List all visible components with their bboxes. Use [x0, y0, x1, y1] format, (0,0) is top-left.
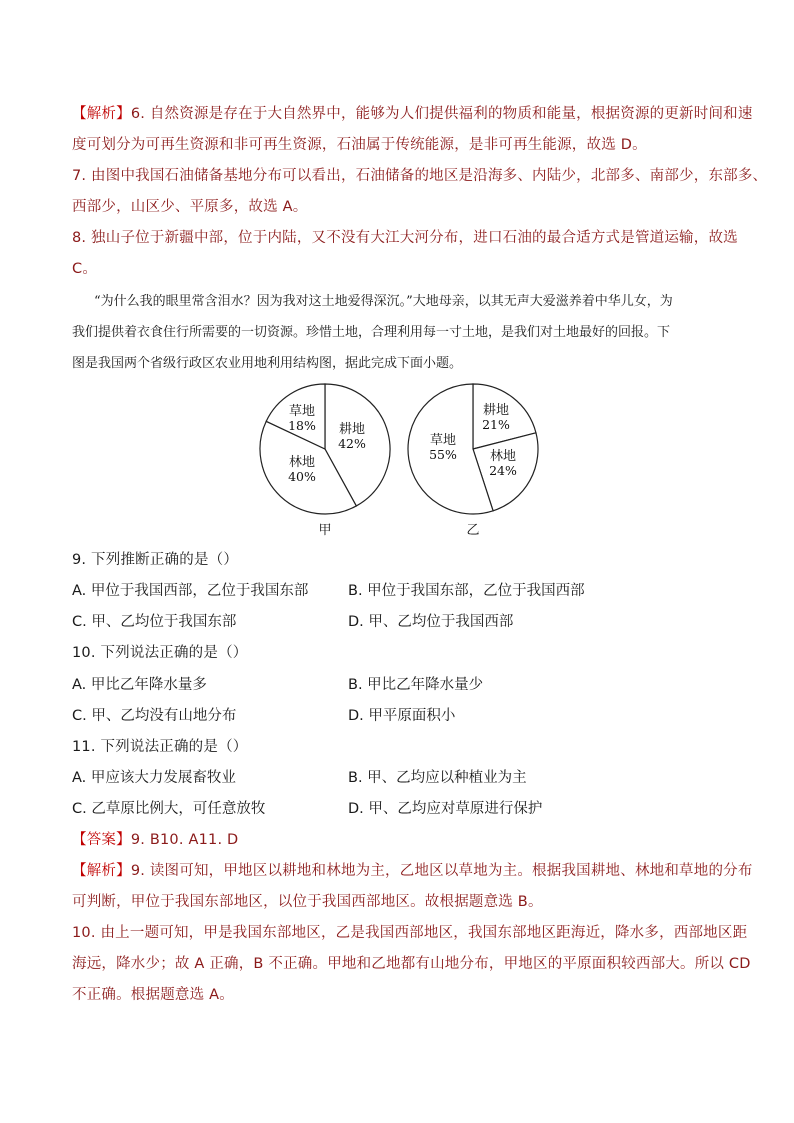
pie-value-label: 42% — [338, 436, 366, 451]
analysis-line: 8. 独山子位于新疆中部，位于内陆，又不没有大江大河分布，进口石油的最合适方式是管道运输，故选 — [72, 230, 738, 246]
option-a: A. 甲应该大力发展畜牧业 — [72, 770, 236, 786]
pie-category-label: 耕地 — [482, 403, 510, 418]
analysis-line: 10. 由上一题可知，甲是我国东部地区，乙是我国西部地区，我国东部地区距海近，降水多，西部地区距 — [72, 925, 748, 941]
analysis-tag: 【解析】 — [72, 863, 131, 879]
analysis-line: 度可划分为可再生资源和非可再生资源，石油属于传统能源，是非可再生能源，故选 D。 — [72, 137, 647, 153]
pie-charts — [0, 380, 794, 550]
analysis-line: C。 — [72, 261, 98, 277]
option-a: A. 甲比乙年降水量多 — [72, 677, 207, 693]
pie-title: 甲 — [318, 523, 332, 538]
option-d: D. 甲、乙均应对草原进行保护 — [348, 801, 543, 817]
option-d: D. 甲、乙均位于我国西部 — [348, 614, 514, 630]
question-stem: 10. 下列说法正确的是（） — [72, 645, 248, 661]
analysis-line: 不正确。根据题意选 A。 — [72, 987, 234, 1003]
pie-category-label: 耕地 — [338, 422, 366, 437]
analysis-line: 西部少，山区少、平原多，故选 A。 — [72, 199, 308, 215]
option-c: C. 甲、乙均没有山地分布 — [72, 708, 237, 724]
pie-category-label: 林地 — [288, 455, 316, 470]
intro-line: 图是我国两个省级行政区农业用地利用结构图，据此完成下面小题。 — [72, 356, 463, 371]
analysis-line: 7. 由图中我国石油储备基地分布可以看出，石油储备的地区是沿海多、内陆少，北部多、南部少，东部多、 — [72, 168, 768, 184]
option-d: D. 甲平原面积小 — [348, 708, 456, 724]
pie-chart-yi — [408, 384, 538, 538]
analysis-line: 海远，降水少；故 A 正确，B 不正确。甲地和乙地都有山地分布，甲地区的平原面积较西部大。所以 CD — [72, 956, 751, 972]
option-c: C. 甲、乙均位于我国东部 — [72, 614, 237, 630]
analysis-line: 可判断，甲位于我国东部地区，以位于我国西部地区。故根据题意选 B。 — [72, 894, 543, 910]
question-stem: 11. 下列说法正确的是（） — [72, 739, 248, 755]
pie-value-label: 18% — [288, 418, 316, 433]
option-b: B. 甲位于我国东部，乙位于我国西部 — [348, 583, 585, 599]
option-b: B. 甲、乙均应以种植业为主 — [348, 770, 527, 786]
option-b: B. 甲比乙年降水量少 — [348, 677, 484, 693]
analysis-tag: 【解析】 — [72, 106, 131, 122]
analysis-line: 【解析】6. 自然资源是存在于大自然界中，能够为人们提供福利的物质和能量，根据资源的更新时间和速 — [72, 106, 753, 122]
option-c: C. 乙草原比例大，可任意放牧 — [72, 801, 266, 817]
answer-tag: 【答案】 — [72, 832, 131, 848]
pie-category-label: 草地 — [429, 433, 457, 448]
analysis-line: 【解析】9. 读图可知，甲地区以耕地和林地为主，乙地区以草地为主。根据我国耕地、林地和草地的分布 — [72, 863, 753, 879]
intro-line: “为什么我的眼里常含泪水？因为我对这土地爱得深沉。”大地母亲，以其无声大爱滋养着中华儿女，为 — [94, 294, 673, 309]
pie-title: 乙 — [466, 523, 480, 538]
pie-category-label: 林地 — [489, 449, 517, 464]
intro-line: 我们提供着衣食住行所需要的一切资源。珍惜土地，合理利用每一寸土地，是我们对土地最好的回报。下 — [72, 325, 671, 340]
pie-value-label: 40% — [288, 469, 316, 484]
pie-chart-jia — [260, 384, 390, 538]
question-stem: 9. 下列推断正确的是（） — [72, 552, 239, 568]
option-a: A. 甲位于我国西部，乙位于我国东部 — [72, 583, 309, 599]
answer-line — [72, 830, 238, 850]
pie-value-label: 21% — [482, 417, 510, 432]
answer-text: 9. B10. A11. D — [130, 832, 239, 848]
pie-value-label: 55% — [429, 447, 457, 462]
pie-category-label: 草地 — [288, 404, 316, 419]
pie-value-label: 24% — [489, 463, 517, 478]
